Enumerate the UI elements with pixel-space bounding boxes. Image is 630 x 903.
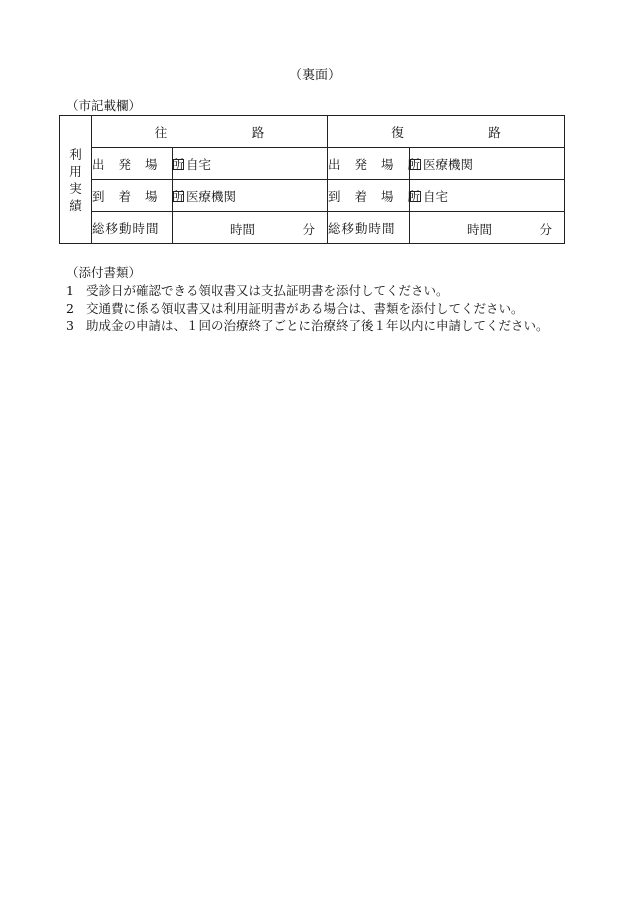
arrival-row [60, 180, 565, 212]
checkbox-icon[interactable] [410, 159, 421, 170]
return-time-field[interactable] [410, 212, 565, 244]
return-total-label: 総移動時間 [328, 212, 410, 244]
return-header: 復 路 [328, 116, 565, 148]
note-text: 助成金の申請は、１回の治療終了ごとに治療終了後１年以内に申請してください。 [86, 318, 549, 333]
table-header-row [60, 116, 565, 148]
usage-side-label: 利 用 実 績 [60, 116, 92, 244]
return-arrival-label: 到 着 場 所 [328, 180, 410, 212]
note-text: 交通費に係る領収書又は利用証明書がある場合は、書類を添付してください。 [86, 300, 524, 316]
departure-row [60, 148, 565, 180]
minutes-unit: 分 [539, 222, 553, 237]
usage-record-table [59, 115, 565, 244]
checkbox-icon[interactable] [173, 191, 184, 202]
outbound-time-field[interactable] [173, 212, 328, 244]
list-item [59, 300, 569, 318]
outbound-departure-label: 出 発 場 所 [92, 148, 173, 180]
hours-unit: 時間 [467, 222, 493, 237]
note-number: 3 [66, 318, 74, 333]
checkbox-icon[interactable] [410, 191, 421, 202]
return-arrival-field[interactable]: 自宅 [410, 180, 565, 212]
outbound-arrival-label: 到 着 場 所 [92, 180, 173, 212]
list-item [59, 282, 569, 300]
return-departure-label: 出 発 場 所 [328, 148, 410, 180]
hours-unit: 時間 [230, 222, 256, 237]
page-title: （裏面） [288, 68, 341, 83]
note-number: 1 [66, 283, 74, 298]
return-departure-field[interactable]: 医療機関 [410, 148, 565, 180]
outbound-header: 往 路 [92, 116, 328, 148]
minutes-unit: 分 [302, 222, 316, 237]
note-number: 2 [66, 300, 74, 316]
outbound-departure-field[interactable]: 自宅 [173, 148, 328, 180]
attachments-title: （添付書類） [66, 265, 142, 280]
note-text: 受診日が確認できる領収書又は支払証明書を添付してください。 [86, 283, 449, 298]
total-time-row [60, 212, 565, 244]
attachment-notes [59, 282, 569, 335]
outbound-arrival-field[interactable]: 医療機関 [173, 180, 328, 212]
list-item [59, 317, 569, 335]
outbound-total-label: 総移動時間 [92, 212, 173, 244]
section-label: （市記載欄） [66, 98, 142, 113]
checkbox-icon[interactable] [173, 159, 184, 170]
